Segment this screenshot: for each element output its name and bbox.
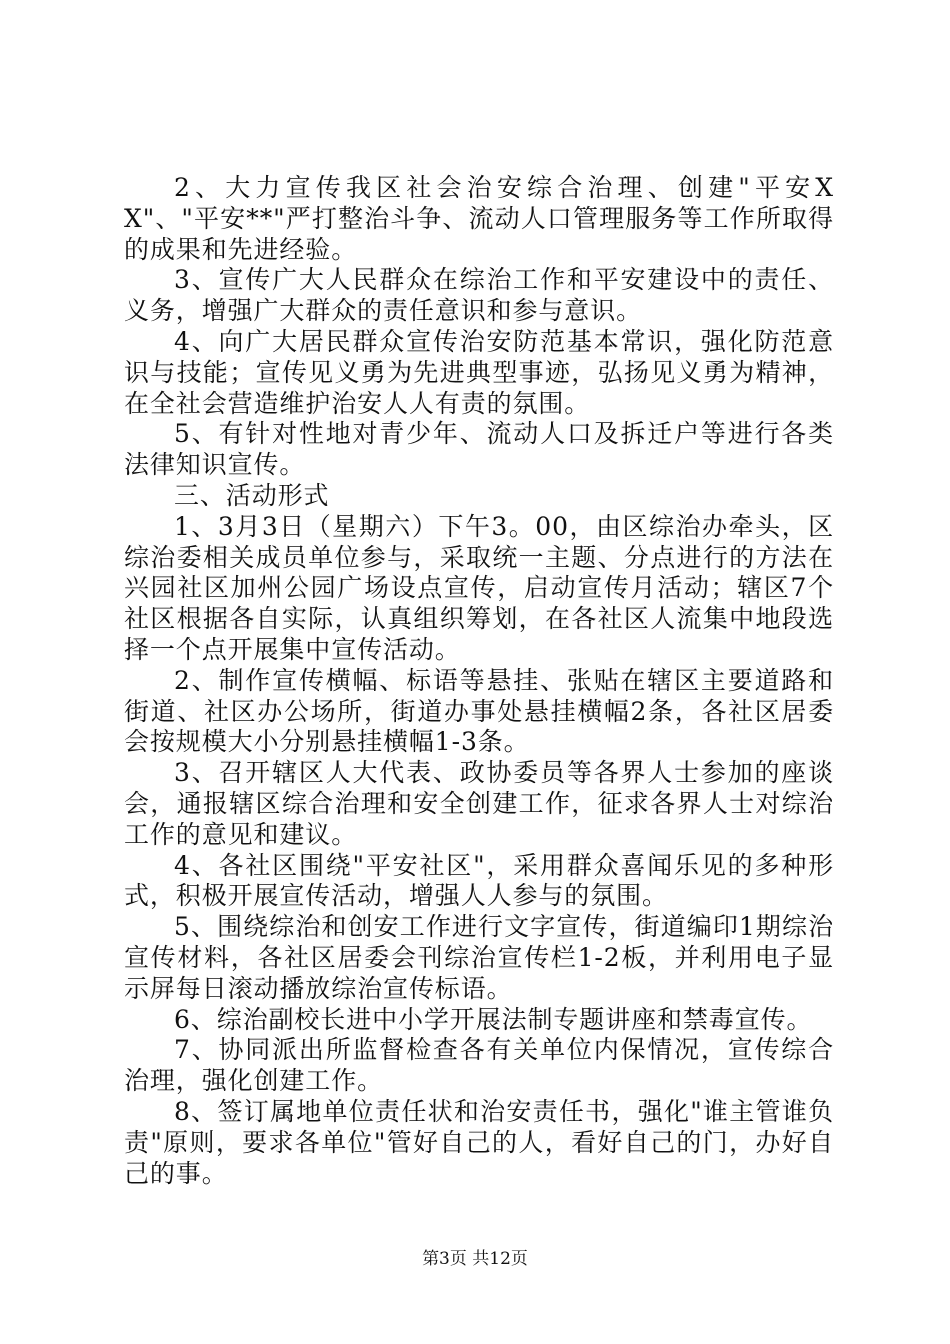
paragraph: 4、向广大居民群众宣传治安防范基本常识，强化防范意识与技能；宣传见义勇为先进典型事迹，弘扬见义勇为精神，在全社会营造维护治安人人有责的氛围。 xyxy=(124,326,834,418)
paragraph: 6、综治副校长进中小学开展法制专题讲座和禁毒宣传。 xyxy=(174,1004,813,1034)
paragraph: 5、有针对性地对青少年、流动人口及拆迁户等进行各类法律知识宣传。 xyxy=(124,419,834,480)
paragraph: 3、宣传广大人民群众在综治工作和平安建设中的责任、义务，增强广大群众的责任意识和参与意识。 xyxy=(124,265,834,326)
paragraph: 8、签订属地单位责任状和治安责任书，强化"谁主管谁负责"原则，要求各单位"管好自己的人，看好自己的门，办好自己的事。 xyxy=(124,1096,834,1188)
paragraph: 7、协同派出所监督检查各有关单位内保情况，宣传综合治理，强化创建工作。 xyxy=(124,1035,834,1096)
paragraph: 4、各社区围绕"平安社区"，采用群众喜闻乐见的多种形式，积极开展宣传活动，增强人人参与的氛围。 xyxy=(124,850,834,911)
paragraph: 2、大力宣传我区社会治安综合治理、创建"平安XX"、"平安**"严打整治斗争、流动人口管理服务等工作所取得的成果和先进经验。 xyxy=(124,173,834,264)
page-number-footer: 第3页 共12页 xyxy=(422,1249,528,1269)
document-body xyxy=(124,173,834,1189)
paragraph: 2、制作宣传横幅、标语等悬挂、张贴在辖区主要道路和街道、社区办公场所，街道办事处悬挂横幅2条，各社区居委会按规模大小分别悬挂横幅1-3条。 xyxy=(124,665,834,757)
section-heading: 三、活动形式 xyxy=(174,480,330,510)
paragraph: 1、3月3日（星期六）下午3。00，由区综治办牵头，区综治委相关成员单位参与，采取统一主题、分点进行的方法在兴园社区加州公园广场设点宣传，启动宣传月活动；辖区7个社区根据各自实际，认真组织筹划，在各社区人流集中地段选择一个点开展集中宣传活动。 xyxy=(124,511,834,664)
paragraph: 5、围绕综治和创安工作进行文字宣传，街道编印1期综治宣传材料，各社区居委会刊综治宣传栏1-2板，并利用电子显示屏每日滚动播放综治宣传标语。 xyxy=(124,912,834,1003)
paragraph: 3、召开辖区人大代表、政协委员等各界人士参加的座谈会，通报辖区综合治理和安全创建工作，征求各界人士对综治工作的意见和建议。 xyxy=(124,758,834,849)
